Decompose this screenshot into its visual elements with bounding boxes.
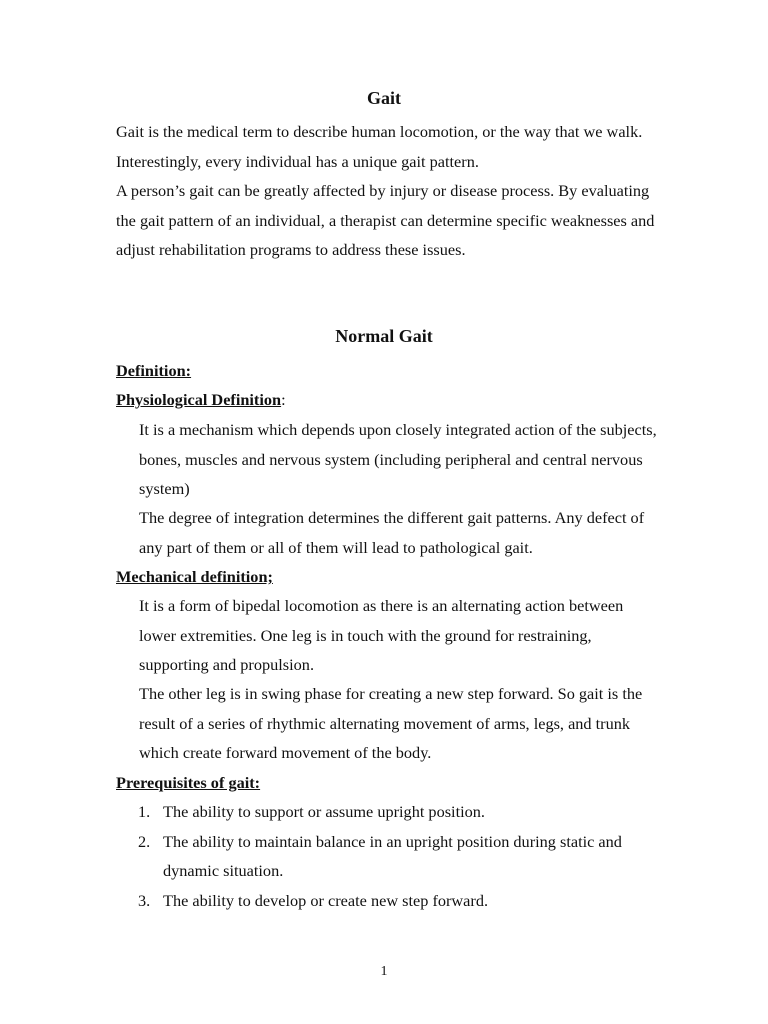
physiological-definition-heading <box>116 385 286 415</box>
definition-heading <box>116 356 191 386</box>
list-item-number: 3. <box>138 890 151 910</box>
list-item <box>138 797 658 827</box>
physiological-heading-colon: : <box>281 390 286 409</box>
physiological-paragraph-2: The degree of integration determines the different gait patterns. Any defect of any part of them or all of them will lead to pathological gait. <box>139 508 645 557</box>
prerequisites-heading <box>116 768 260 798</box>
intro-paragraph-2: A person’s gait can be greatly affected by injury or disease process. By evaluating the gait pattern of an individual, a therapist can determine specific weaknesses and adjust rehabilitation programs to address these issues. <box>116 181 655 259</box>
list-item-number: 1. <box>138 802 151 821</box>
section-title: Normal Gait <box>335 326 433 346</box>
mechanical-paragraph-1: It is a form of bipedal locomotion as there is an alternating action between lower extremities. One leg is in touch with the ground for restraining, supporting and propulsion. <box>139 596 624 674</box>
list-item-text: The ability to maintain balance in an upright position during static and dynamic situation. <box>163 831 622 880</box>
list-item <box>138 886 658 916</box>
prerequisites-list <box>138 797 658 915</box>
prerequisites-heading-text: Prerequisites of gait: <box>116 773 261 792</box>
intro-paragraph-1: Gait is the medical term to describe human locomotion, or the way that we walk. Interestingly, every individual has a unique gait pattern. <box>116 122 643 171</box>
mechanical-definition-heading <box>116 562 273 592</box>
list-item <box>138 827 658 886</box>
definition-heading-text: Definition: <box>116 361 192 380</box>
mechanical-heading-text: Mechanical definition; <box>116 567 273 586</box>
document-title: Gait <box>367 88 401 108</box>
list-item-text: The ability to develop or create new step forward. <box>163 890 489 910</box>
list-item-text: The ability to support or assume upright position. <box>163 802 485 821</box>
page-number: 1 <box>380 964 388 979</box>
mechanical-paragraph-2: The other leg is in swing phase for creating a new step forward. So gait is the result of a series of rhythmic alternating movement of arms, legs, and trunk which create forward movement of the body. <box>139 684 643 762</box>
physiological-paragraph-1: It is a mechanism which depends upon closely integrated action of the subjects, bones, muscles and nervous system (including peripheral and central nervous system) <box>139 420 657 498</box>
list-item-number: 2. <box>138 831 151 851</box>
physiological-heading-text: Physiological Definition <box>116 390 282 409</box>
